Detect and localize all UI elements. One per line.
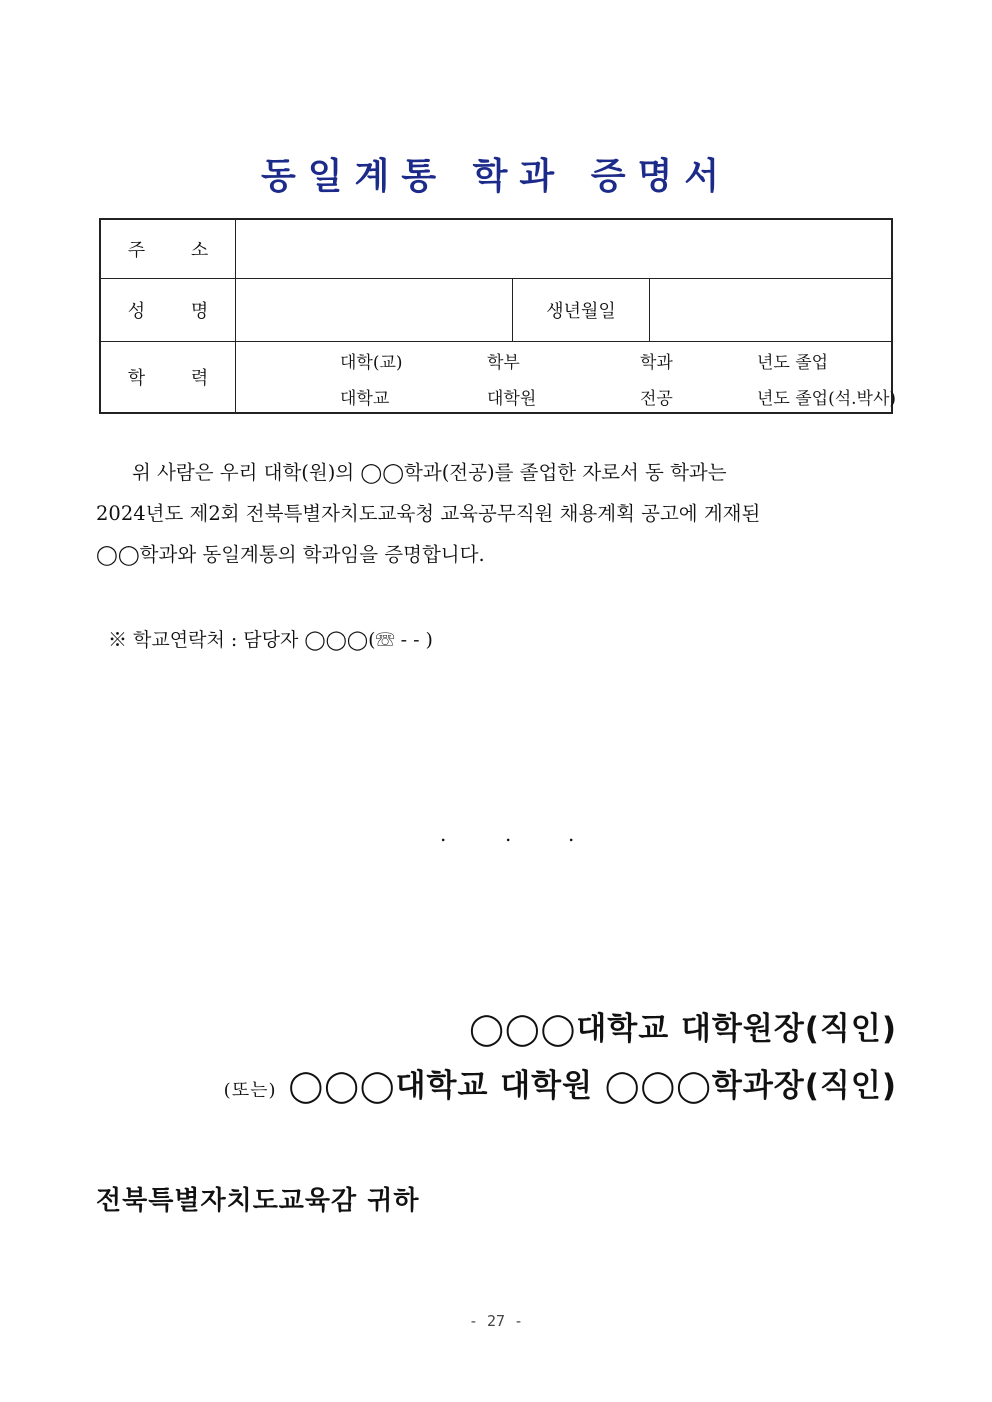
birthdate-label: 생년월일 bbox=[513, 279, 650, 342]
school-contact: ※ 학교연락처 : 담당자 ◯◯◯(☏ - - ) bbox=[108, 629, 433, 651]
certification-paragraph bbox=[96, 452, 896, 575]
applicant-info-table bbox=[99, 218, 897, 414]
signature-dean: ◯◯◯대학교 대학원장(직인) bbox=[469, 1011, 897, 1047]
name-field[interactable] bbox=[236, 279, 513, 342]
address-field[interactable] bbox=[236, 219, 893, 279]
signature-or-label: (또는) bbox=[223, 1080, 277, 1101]
paragraph-line: 2024년도 제2회 전북특별자치도교육청 교육공무직원 채용계획 공고에 게재된 bbox=[96, 502, 761, 525]
page-number: - 27 - bbox=[468, 1312, 524, 1330]
signature-department-head bbox=[224, 1060, 897, 1105]
signature-line2: ◯◯◯대학교 대학원 ◯◯◯학과장(직인) bbox=[288, 1068, 897, 1104]
addressee: 전북특별자치도교육감 귀하 bbox=[96, 1186, 420, 1216]
edu-graduation-label: 년도 졸업 bbox=[757, 353, 829, 373]
birthdate-field[interactable] bbox=[650, 279, 893, 342]
edu-grad-graduation-label: 년도 졸업(석.박사) bbox=[757, 389, 897, 409]
paragraph-line: ◯◯학과와 동일계통의 학과임을 증명합니다. bbox=[96, 543, 485, 566]
education-field[interactable] bbox=[236, 342, 897, 414]
edu-grad-university-label: 대학교 bbox=[340, 389, 390, 409]
edu-department-label: 학과 bbox=[640, 353, 673, 373]
date-day-dot: . bbox=[568, 822, 575, 846]
education-label: 학 력 bbox=[100, 342, 236, 414]
address-label: 주 소 bbox=[100, 219, 236, 279]
edu-major-label: 전공 bbox=[640, 389, 673, 409]
name-label: 성 명 bbox=[100, 279, 236, 342]
edu-university-label: 대학(교) bbox=[340, 353, 403, 373]
paragraph-line: 위 사람은 우리 대학(원)의 ◯◯학과(전공)를 졸업한 자로서 동 학과는 bbox=[132, 461, 727, 484]
edu-faculty-label: 학부 bbox=[487, 353, 520, 373]
edu-grad-school-label: 대학원 bbox=[487, 389, 537, 409]
document-title: 동일계통 학과 증명서 bbox=[260, 155, 732, 197]
date-year-dot: . bbox=[440, 822, 447, 846]
date-month-dot: . bbox=[505, 822, 512, 846]
